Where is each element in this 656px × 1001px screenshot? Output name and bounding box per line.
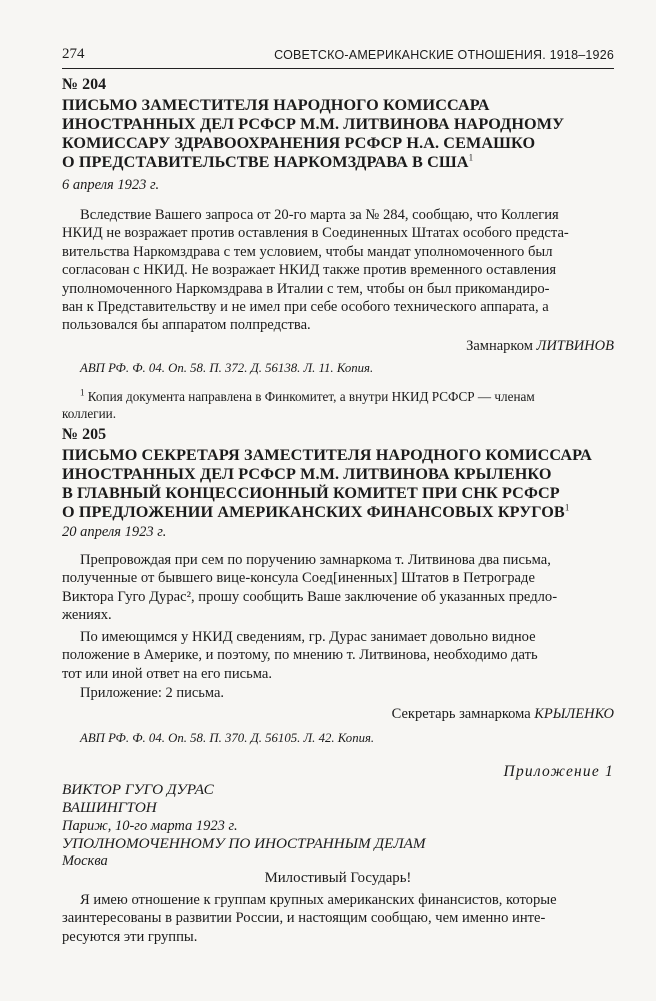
doc-204-body [62, 206, 614, 335]
doc-205-body-line: жениях. [62, 607, 112, 624]
footnote-number: 1 [80, 387, 85, 398]
signature-name: ЛИТВИНОВ [536, 338, 614, 354]
doc-204-title [62, 96, 614, 172]
appendix-salutation: Милостивый Государь! [264, 870, 412, 886]
doc-205-body-line: полученные от бывшего вице-консула Соед[иненных] Штатов в Петрограде [62, 570, 535, 587]
doc-205-signature [62, 706, 614, 723]
running-head: СОВЕТСКО-АМЕРИКАНСКИЕ ОТНОШЕНИЯ. 1918–1926 [274, 48, 614, 62]
doc-205-paragraph-2 [62, 628, 614, 683]
doc-205-body-line: Виктора Гуго Дурас², прошу сообщить Ваше заключение об указанных предло- [62, 588, 558, 605]
doc-204-body-line: согласован с НКИД. Не возражает НКИД также против временного оставления [62, 262, 557, 279]
doc-204-body-line: Вследствие Вашего запроса от 20-го марта за № 284, сообщаю, что Коллегия [80, 207, 559, 223]
doc-205-archive-source: АВП РФ. Ф. 04. Оп. 58. П. 370. Д. 56105. Л. 42. Копия. [80, 731, 375, 745]
appendix-body-line: Я имею отношение к группам крупных американских финансистов, которые [80, 892, 557, 908]
doc-205-body-line: тот или иной ответ на его письма. [62, 665, 273, 682]
doc-205-title-line: В ГЛАВНЫЙ КОНЦЕССИОННЫЙ КОМИТЕТ ПРИ СНК РСФСР [62, 484, 560, 502]
doc-204-footnote [62, 388, 614, 422]
appendix-sender-city: ВАШИНГТОН [62, 799, 157, 816]
doc-204-title-line: КОМИССАРУ ЗДРАВООХРАНЕНИЯ РСФСР Н.А. СЕМАШКО [62, 134, 536, 152]
doc-205-body-line: По имеющимся у НКИД сведениям, гр. Дурас занимает довольно видное [80, 629, 536, 645]
doc-205-title-line: ПИСЬМО СЕКРЕТАРЯ ЗАМЕСТИТЕЛЯ НАРОДНОГО КОМИССАРА [62, 446, 592, 464]
footnote-ref: 1 [468, 152, 474, 163]
doc-205-body-line: Препровождая при сем по поручению замнаркома т. Литвинова два письма, [80, 552, 551, 568]
appendix-body [62, 891, 614, 946]
appendix-place-date: Париж, 10-го марта 1923 г. [62, 818, 238, 834]
doc-204-signature [62, 338, 614, 355]
doc-205-title-line: ИНОСТРАННЫХ ДЕЛ РСФСР М.М. ЛИТВИНОВА КРЫЛЕНКО [62, 465, 552, 483]
doc-205-title [62, 446, 614, 522]
doc-204-date: 6 апреля 1923 г. [62, 177, 160, 193]
doc-205-title-line: О ПРЕДЛОЖЕНИИ АМЕРИКАНСКИХ ФИНАНСОВЫХ КРУГОВ$^1$ [62, 502, 570, 521]
doc-205-number: № 205 [62, 426, 107, 443]
appendix-addressee-city: Москва [62, 853, 108, 869]
footnote-ref: 1 [564, 502, 570, 513]
doc-204-body-line: ван к Представительству и не имел при себе особого технического аппарата, а [62, 299, 549, 316]
footnote-line: коллегии. [62, 406, 116, 421]
appendix-body-line: заинтересованы в развитии России, и настоящим сообщаю, чем именно инте- [62, 910, 546, 927]
doc-204-archive-source: АВП РФ. Ф. 04. Оп. 58. П. 372. Д. 56138. Л. 11. Копия. [80, 361, 374, 375]
appendix-heading: Приложение 1 [503, 763, 614, 780]
signature-role: Секретарь замнаркома [391, 706, 531, 722]
doc-204-body-line: пользовался бы аппаратом полпредства. [62, 317, 311, 334]
doc-204-title-line: О ПРЕДСТАВИТЕЛЬСТВЕ НАРКОМЗДРАВА В США$^1$ [62, 152, 474, 171]
page-header [62, 46, 614, 69]
signature-name: КРЫЛЕНКО [534, 706, 614, 722]
doc-204-title-line: ПИСЬМО ЗАМЕСТИТЕЛЯ НАРОДНОГО КОМИССАРА [62, 96, 490, 114]
doc-204-title-line: ИНОСТРАННЫХ ДЕЛ РСФСР М.М. ЛИТВИНОВА НАРОДНОМУ [62, 115, 565, 133]
footnote-line: $^1$ Копия документа направлена в Финкомитет, а внутри НКИД РСФСР — членам [80, 387, 535, 404]
doc-205-date: 20 апреля 1923 г. [62, 524, 167, 540]
doc-204-body-line: НКИД не возражает против оставления в Соединенных Штатах особого предста- [62, 225, 569, 242]
signature-role: Замнарком [466, 338, 533, 354]
doc-205-body-line: положение в Америке, и поэтому, по мнению т. Литвинова, необходимо дать [62, 647, 538, 664]
doc-205-paragraph-1 [62, 551, 614, 625]
doc-205-enclosure: Приложение: 2 письма. [80, 685, 225, 701]
appendix-addressee: УПОЛНОМОЧЕННОМУ ПО ИНОСТРАННЫМ ДЕЛАМ [62, 835, 426, 852]
doc-204-body-line: вительства Наркомздрава с тем условием, чтобы мандат уполномоченного был [62, 243, 553, 260]
doc-204-number: № 204 [62, 76, 107, 93]
doc-204-body-line: уполномоченного Наркомздрава в Италии с тем, чтобы он был прикомандиро- [62, 280, 550, 297]
appendix-body-line: ресуются эти группы. [62, 928, 198, 945]
page-number: 274 [62, 46, 85, 62]
appendix-sender-name: ВИКТОР ГУГО ДУРАС [62, 781, 214, 798]
